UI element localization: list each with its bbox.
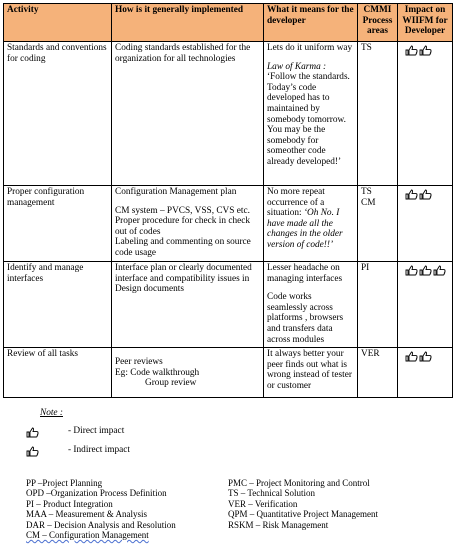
means-text: No more repeat occurrence of a situation: — [267, 187, 325, 219]
means-text: Lesser headache on managing interfaces — [267, 263, 343, 284]
header-means: What it means for the developer — [264, 4, 358, 42]
activity-cell: Review of all tasks — [4, 348, 112, 398]
how-text: Peer reviews — [115, 357, 163, 367]
thumbs-up-icon — [26, 446, 62, 457]
table-row — [4, 186, 453, 262]
how-text: CM system – PVCS, VSS, CVS etc. — [115, 205, 250, 216]
how-text: Coding standards established for the organization for all technologies — [115, 43, 251, 64]
how-cell — [112, 262, 264, 348]
abbr-item: OPD –Organization Process Definition — [26, 488, 167, 499]
thumbs-up-icon — [433, 265, 446, 276]
table-row — [4, 348, 453, 398]
impact-thumbs — [405, 45, 432, 56]
thumbs-up-icon — [405, 45, 418, 56]
header-cmmi: CMMI Process areas — [358, 4, 398, 42]
thumbs-up-icon — [405, 265, 418, 276]
abbreviation-list — [26, 478, 446, 540]
activity-cell: Standards and conventions for coding — [4, 42, 112, 186]
cmmi-cell: TS CM — [358, 186, 398, 262]
means-italic: ‘Oh No. I have made all the changes in the older version of code!!’ — [267, 208, 343, 250]
header-activity: Activity — [4, 4, 112, 42]
thumbs-up-icon — [26, 427, 62, 438]
means-quote: ‘Follow the standards. Today’s code developed has to maintained by somebody tomorrow. You may be the somebody for someother code already developed!’ — [267, 72, 350, 167]
means-text: Code works seamlessly across platforms , browsers and transfers data across modules — [267, 292, 344, 345]
thumbs-up-icon — [419, 45, 432, 56]
impact-cell — [398, 262, 453, 348]
how-text: Proper procedure for check in check out of codes — [115, 216, 250, 237]
how-text: Eg: Code walkthrough — [115, 367, 200, 378]
abbr-item: PMC – Project Monitoring and Control — [228, 478, 370, 488]
abbr-row — [26, 478, 446, 488]
impact-thumbs — [405, 265, 446, 276]
legend-indirect — [26, 444, 130, 457]
header-impact: Impact on WIIFM for Developer — [398, 4, 453, 42]
impact-cell — [398, 42, 453, 186]
how-cell — [112, 186, 264, 262]
thumbs-up-icon — [419, 351, 432, 362]
how-cell — [112, 42, 264, 186]
impact-cell — [398, 348, 453, 398]
how-cell — [112, 348, 264, 398]
header-row — [4, 4, 453, 42]
means-cell — [264, 186, 358, 262]
legend-direct — [26, 425, 130, 438]
abbr-row — [26, 499, 446, 509]
header-how: How is it generally implemented — [112, 4, 264, 42]
means-cell — [264, 42, 358, 186]
notes-title: Note : — [40, 408, 63, 418]
cmmi-cell: TS — [358, 42, 398, 186]
table-row — [4, 262, 453, 348]
cmmi-cell: VER — [358, 348, 398, 398]
legend-indirect-label: - Indirect impact — [68, 444, 130, 455]
means-cell — [264, 262, 358, 348]
wiifm-table — [3, 3, 453, 398]
activity-cell: Proper configuration management — [4, 186, 112, 262]
impact-cell — [398, 186, 453, 262]
how-text: Group review — [145, 378, 197, 389]
abbr-item: PI – Product Integration — [26, 498, 113, 509]
thumbs-up-icon — [26, 446, 39, 457]
abbr-item: CM – Configuration Management — [26, 530, 149, 541]
thumbs-up-icon — [405, 351, 418, 362]
abbr-row — [26, 530, 446, 540]
abbr-item: DAR – Decision Analysis and Resolution — [26, 519, 176, 530]
legend-direct-label: - Direct impact — [68, 425, 125, 436]
thumbs-up-icon — [419, 189, 432, 200]
means-italic: Law of Karma : — [267, 61, 327, 72]
how-text: Configuration Management plan — [115, 187, 237, 197]
means-cell — [264, 348, 358, 398]
impact-thumbs — [405, 189, 432, 200]
means-text: Lets do it uniform way — [267, 43, 353, 53]
activity-cell: Identify and manage interfaces — [4, 262, 112, 348]
notes-section — [26, 408, 130, 457]
abbr-row — [26, 509, 446, 519]
abbr-row — [26, 520, 446, 530]
how-text: Labeling and commenting on source code usage — [115, 237, 251, 258]
abbr-item: QPM – Quantitative Project Management — [228, 509, 378, 520]
means-text: It always better your peer finds out what is wrong instead of tester or customer — [267, 349, 352, 391]
how-text: Interface plan or clearly documented interface and compatibility issues in Design documents — [115, 263, 252, 295]
abbr-item: MAA – Measurement & Analysis — [26, 509, 147, 520]
table-row — [4, 42, 453, 186]
abbr-row — [26, 488, 446, 498]
abbr-item: VER – Verification — [228, 498, 298, 509]
abbr-item: TS – Technical Solution — [228, 488, 315, 499]
thumbs-up-icon — [419, 265, 432, 276]
abbr-item: PP –Project Planning — [26, 478, 103, 488]
thumbs-up-icon — [26, 427, 39, 438]
impact-thumbs — [405, 351, 432, 362]
cmmi-cell: PI — [358, 262, 398, 348]
abbr-item: RSKM – Risk Management — [228, 519, 329, 530]
thumbs-up-icon — [405, 189, 418, 200]
